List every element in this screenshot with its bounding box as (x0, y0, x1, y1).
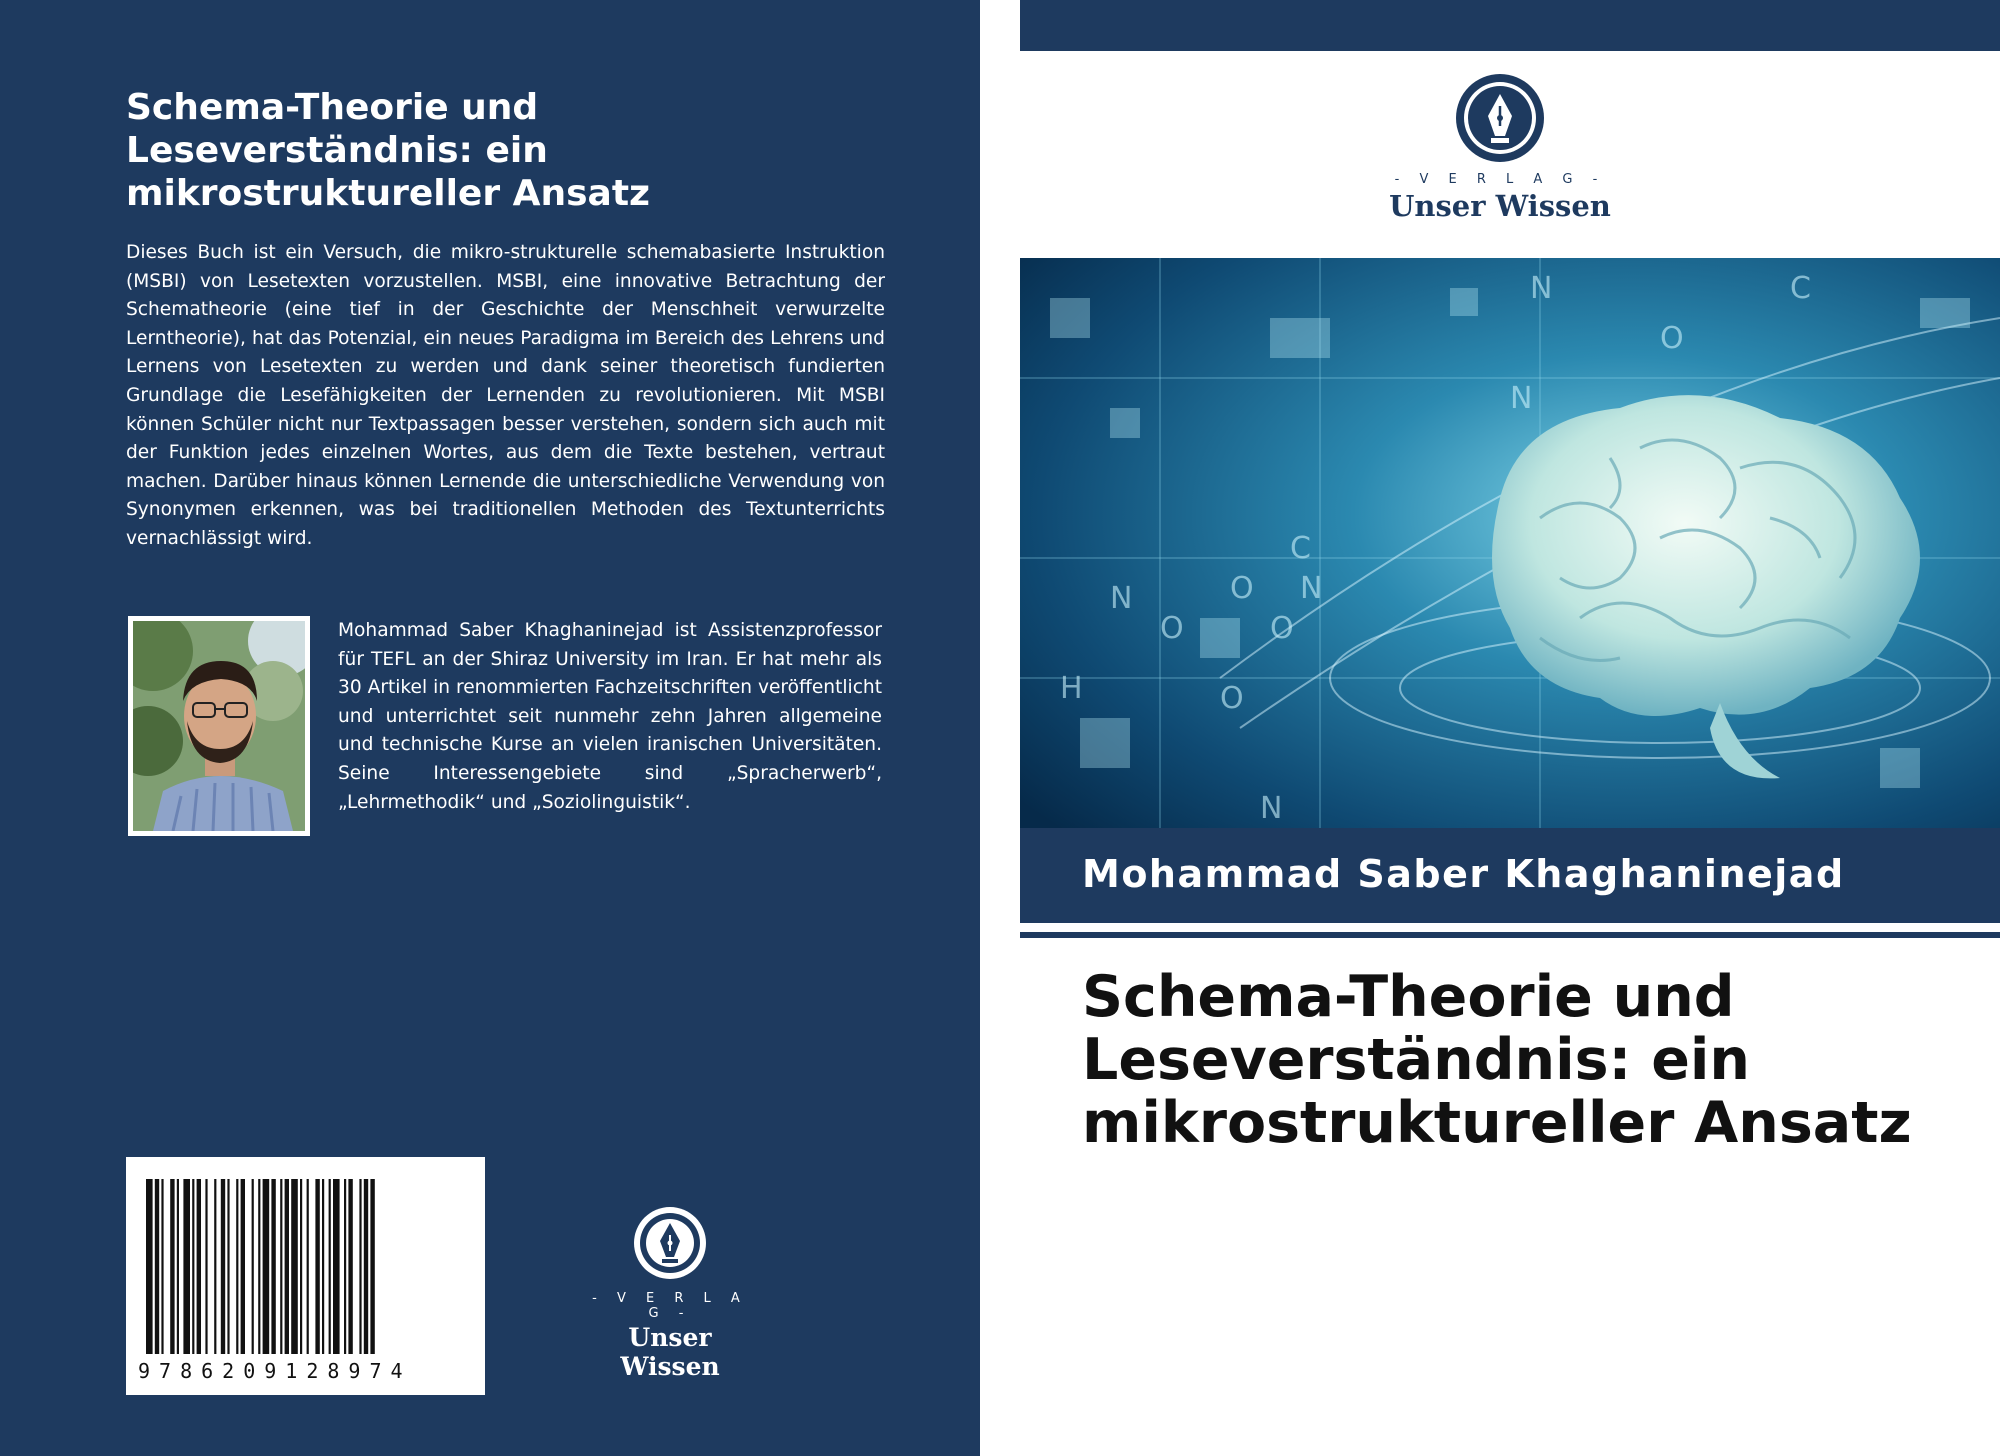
author-photo (128, 616, 310, 836)
book-description: Dieses Buch ist ein Versuch, die mikro-strukturelle schemabasierte Instruktion (MSBI) von Lesetexten vorzustellen. MSBI, eine innovative Betrachtung der Schematheorie (eine tief in der Geschichte der Menschheit verwurzelte Lerntheorie), hat das Potenzial, ein neues Paradigma im Bereich des Lehrens und Lernens von Lesetexten zu werden und dank seiner theoretisch fundierten Grundlage die Lesefähigkeiten der Lernenden zu revolutionieren. Mit MSBI können Schüler nicht nur Textpassagen besser verstehen, sondern sich auch mit der Funktion jedes einzelnen Wortes, aus dem die Texte bestehen, vertraut machen. Darüber hinaus können Lernende die unterschiedliche Verwendung von Synonymen erkennen, was bei traditionellen Methoden des Textunterrichts vernachlässigt wird. (126, 242, 885, 549)
isbn-digits: 9786209128974 (138, 1359, 412, 1383)
svg-text:C: C (1290, 531, 1311, 566)
publisher-logo-back (580, 1205, 760, 1381)
author-band (1020, 828, 2000, 923)
front-cover-title: Schema-Theorie und Leseverständnis: ein mikrostruktureller Ansatz (1082, 964, 1912, 1156)
brain-illustration (1020, 258, 2000, 828)
svg-text:C: C (1790, 271, 1811, 306)
svg-text:O: O (1160, 611, 1184, 646)
fountain-pen-nib-icon (1454, 72, 1546, 164)
svg-text:O: O (1230, 571, 1254, 606)
svg-text:N: N (1300, 571, 1323, 606)
svg-text:O: O (1660, 321, 1684, 356)
svg-text:N: N (1510, 381, 1533, 416)
front-cover-author: Mohammad Saber Khaghaninejad (1082, 852, 1845, 896)
back-cover-title: Schema-Theorie und Leseverständnis: ein mikrostruktureller Ansatz (126, 87, 651, 214)
back-cover (0, 0, 980, 1456)
svg-text:N: N (1110, 581, 1133, 616)
author-biography: Mohammad Saber Khaghaninejad ist Assistenzprofessor für TEFL an der Shiraz University im Iran. Er hat mehr als 30 Artikel in renommierten Fachzeitschriften veröffentlicht und unterrichtet seit nunmehr zehn Jahren allgemeine und technische Kurse an vielen iranischen Universitäten. Seine Interessengebiete sind „Spracherwerb“, „Lehrmethodik“ und „Soziolinguistik“. (338, 620, 882, 813)
publisher-logo-front (1380, 72, 1620, 222)
front-divider-rule (1020, 932, 2000, 938)
svg-text:O: O (1220, 681, 1244, 716)
logo-verlag-text: - V E R L A G - (592, 1291, 748, 1321)
spine-gap (980, 0, 1020, 1456)
fountain-pen-nib-icon (632, 1205, 708, 1281)
isbn-barcode (126, 1157, 485, 1395)
logo-verlag-text: - V E R L A G - (1394, 172, 1606, 187)
svg-text:N: N (1260, 791, 1283, 826)
svg-text:O: O (1270, 611, 1294, 646)
logo-publisher-name: Unser Wissen (620, 1323, 720, 1381)
logo-publisher-name: Unser Wissen (1389, 189, 1611, 223)
svg-text:H: H (1060, 671, 1083, 706)
front-top-bar (1020, 0, 2000, 51)
svg-text:N: N (1530, 271, 1553, 306)
